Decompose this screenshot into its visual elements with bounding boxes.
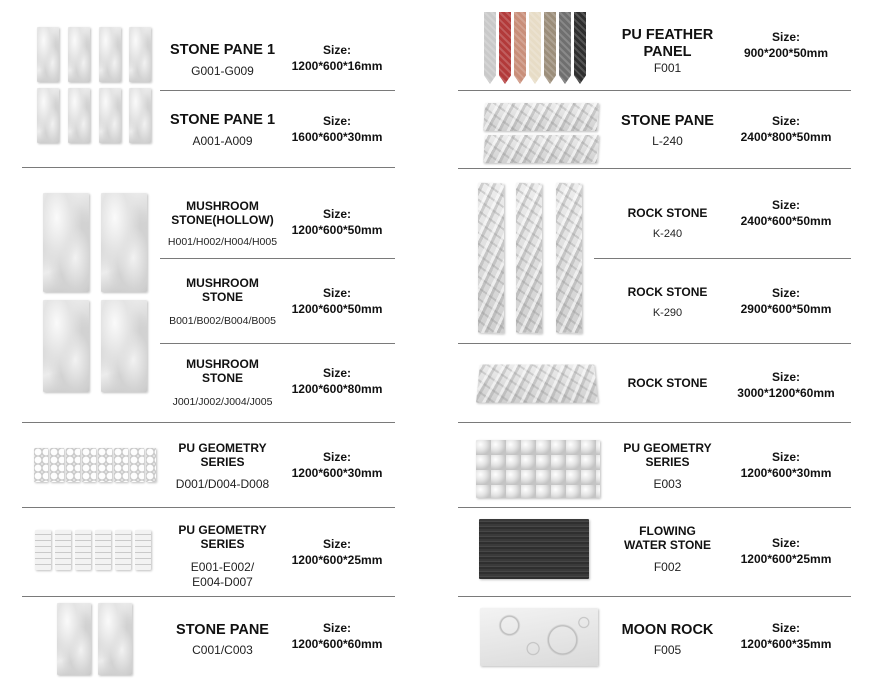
size-value: 1200*600*35mm (740, 636, 832, 651)
size-value: 3000*1200*60mm (737, 385, 835, 400)
product-code: F002 (653, 560, 682, 574)
product-size (732, 114, 840, 145)
size-value: 900*200*50mm (743, 45, 829, 60)
product-name (160, 358, 285, 386)
section-divider (22, 167, 395, 168)
product-name (160, 112, 285, 129)
product-name (160, 622, 285, 639)
section-divider (458, 343, 851, 344)
product-name-line: FLOWING (639, 524, 696, 538)
product-name-line: STONE (201, 289, 244, 304)
section-divider (22, 507, 395, 508)
product-name-line: PU GEOMETRY (623, 441, 712, 455)
size-label: Size: (771, 114, 800, 128)
feather-panel-strip (574, 12, 586, 84)
product-name-line: SERIES (200, 536, 245, 551)
product-name (160, 42, 285, 59)
size-label: Size: (322, 286, 351, 300)
size-value: 1200*600*30mm (740, 465, 832, 480)
product-name-line: SERIES (645, 454, 690, 469)
section-divider (22, 596, 395, 597)
product-code (160, 560, 285, 590)
product-code: G001-G009 (191, 64, 254, 78)
size-label: Size: (322, 537, 351, 551)
product-name (605, 622, 730, 639)
product-name-line: STONE PANE 1 (169, 42, 276, 58)
size-value: 1200*600*50mm (291, 301, 383, 316)
product-name-line: MUSHROOM (186, 276, 259, 290)
size-value: 1200*600*16mm (291, 58, 383, 73)
product-name-line: MOON ROCK (621, 622, 714, 638)
product-code: C001/C003 (192, 643, 253, 657)
size-label: Size: (322, 207, 351, 221)
feather-panel-strip (544, 12, 556, 84)
feather-panel-strip (514, 12, 526, 84)
product-name-line: PU GEOMETRY (178, 523, 267, 537)
product-name-line: ROCK STONE (627, 206, 708, 220)
product-name-line: MUSHROOM (186, 199, 259, 213)
product-code: B001/B002/B004/B005 (169, 315, 276, 327)
size-value: 1200*600*50mm (291, 222, 383, 237)
product-name (605, 113, 730, 130)
product-code: J001/J002/J004/J005 (172, 396, 273, 408)
product-name (160, 200, 285, 228)
size-value: 1200*600*25mm (740, 551, 832, 566)
product-name (160, 277, 285, 305)
product-size (732, 286, 840, 317)
size-label: Size: (322, 366, 351, 380)
product-name-line: STONE PANE (176, 622, 269, 638)
product-size (287, 207, 387, 238)
product-name (605, 207, 730, 221)
product-name (605, 525, 730, 553)
size-label: Size: (771, 30, 800, 44)
size-value: 2400*600*50mm (740, 213, 832, 228)
product-name (605, 442, 730, 470)
product-size (287, 621, 387, 652)
size-value: 2400*800*50mm (740, 129, 832, 144)
size-label: Size: (771, 621, 800, 635)
row-divider (160, 90, 395, 91)
product-name-line: STONE PANE 1 (169, 112, 276, 128)
feather-panel-strip (484, 12, 496, 84)
size-value: 1200*600*60mm (291, 636, 383, 651)
product-name (605, 286, 730, 300)
product-code: H001/H002/H004/H005 (167, 236, 278, 248)
product-name-line: ROCK STONE (627, 376, 708, 390)
product-size (732, 30, 840, 61)
product-code: F001 (653, 61, 682, 75)
product-size (727, 370, 845, 401)
product-name-line: WATER STONE (624, 537, 711, 552)
product-code-line: E004-D007 (192, 575, 253, 589)
product-size (287, 114, 387, 145)
size-label: Size: (771, 286, 800, 300)
product-name (605, 377, 730, 391)
size-label: Size: (771, 450, 800, 464)
product-code: D001/D004-D008 (175, 477, 270, 491)
size-label: Size: (322, 621, 351, 635)
product-size (287, 286, 387, 317)
product-code: A001-A009 (192, 134, 253, 148)
product-name-line: SERIES (200, 454, 245, 469)
product-name-line: PANEL (643, 43, 692, 60)
size-label: Size: (322, 114, 351, 128)
size-label: Size: (322, 43, 351, 57)
product-name-line: STONE PANE (621, 113, 714, 129)
product-code-line: E001-E002/ (190, 560, 255, 574)
product-name (160, 442, 285, 470)
product-size (287, 366, 387, 397)
size-label: Size: (771, 370, 800, 384)
feather-panel-strip (529, 12, 541, 84)
product-name (605, 27, 730, 60)
product-name-line: STONE (201, 370, 244, 385)
product-size (732, 621, 840, 652)
size-label: Size: (771, 198, 800, 212)
size-value: 1200*600*80mm (291, 381, 383, 396)
section-divider (458, 507, 851, 508)
feather-panel-strip (559, 12, 571, 84)
product-size (732, 198, 840, 229)
row-divider (160, 343, 395, 344)
product-code: K-290 (652, 307, 683, 319)
product-size (732, 450, 840, 481)
feather-panel-strip (499, 12, 511, 84)
section-divider (458, 422, 851, 423)
product-size (287, 450, 387, 481)
product-name (160, 524, 285, 552)
product-name-line: PU FEATHER (621, 27, 714, 43)
size-label: Size: (771, 536, 800, 550)
row-divider (160, 258, 395, 259)
size-value: 1600*600*30mm (291, 129, 383, 144)
product-code: K-240 (652, 228, 683, 240)
size-label: Size: (322, 450, 351, 464)
section-divider (458, 90, 851, 91)
product-name-line: PU GEOMETRY (178, 441, 267, 455)
section-divider (458, 168, 851, 169)
section-divider (458, 596, 851, 597)
product-name-line: STONE(HOLLOW) (171, 212, 274, 227)
product-size (287, 537, 387, 568)
product-size (732, 536, 840, 567)
section-divider (22, 422, 395, 423)
product-name-line: MUSHROOM (186, 357, 259, 371)
product-code: L-240 (652, 134, 683, 148)
size-value: 2900*600*50mm (740, 301, 832, 316)
product-code: E003 (653, 477, 682, 491)
size-value: 1200*600*25mm (291, 552, 383, 567)
row-divider (594, 258, 851, 259)
product-size (287, 43, 387, 74)
product-code: F005 (653, 643, 682, 657)
product-name-line: ROCK STONE (627, 285, 708, 299)
size-value: 1200*600*30mm (291, 465, 383, 480)
